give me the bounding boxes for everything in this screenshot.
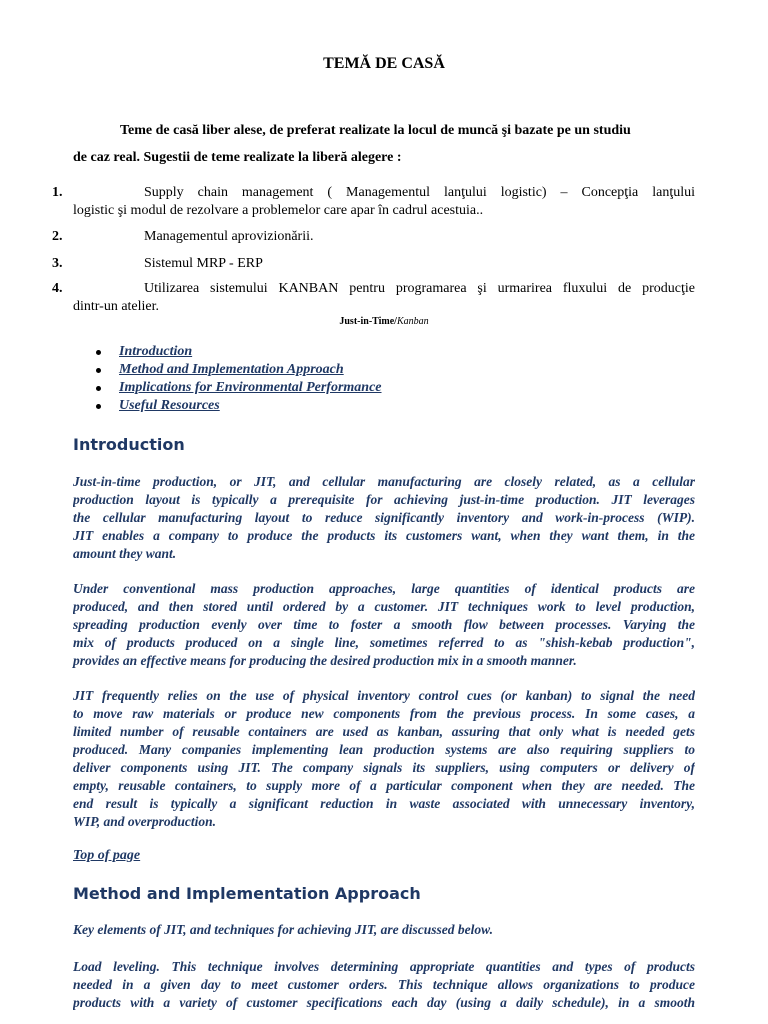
text-line: Load leveling. This technique involves determining appropriate quantities and types of products	[73, 959, 695, 974]
text-line: empty, reusable containers, to supply more of a particular component when they are needed. The	[73, 778, 695, 793]
topic-number: 1.	[52, 185, 63, 200]
text-line: WIP, and overproduction.	[73, 814, 217, 829]
topic-text: Sistemul MRP - ERP	[144, 256, 263, 271]
intro-line-1: Teme de casă liber alese, de preferat realizate la locul de muncă şi bazate pe un studiu	[120, 123, 631, 138]
toc-link-implications[interactable]: Implications for Environmental Performance	[119, 380, 382, 395]
text-line: production layout is typically a prerequisite for achieving just-in-time production. JIT leverages	[73, 492, 695, 507]
jit-title-bold: Just-in-Time/	[339, 316, 397, 327]
text-line: spreading production evenly over time to foster a smooth flow between processes. Varying the	[73, 617, 695, 632]
text-line: to move raw materials or produce new components from the previous process. In some cases, a	[73, 706, 695, 721]
toc-item	[96, 361, 382, 379]
text-line: Under conventional mass production approaches, large quantities of identical products are	[73, 581, 695, 596]
paragraph-4	[73, 921, 695, 939]
text-line: Key elements of JIT, and techniques for achieving JIT, are discussed below.	[73, 922, 493, 937]
method-heading: Method and Implementation Approach	[73, 884, 421, 903]
toc-item	[96, 379, 382, 397]
topic-text: Managementul aprovizionării.	[144, 229, 314, 244]
topic-text-cont: dintr-un atelier.	[73, 299, 160, 314]
bullet-icon	[96, 404, 101, 409]
toc-item	[96, 343, 382, 361]
text-line: needed in a given day to meet customer orders. This technique allows organizations to produce	[73, 977, 695, 992]
paragraph-2	[73, 580, 695, 670]
page-title: TEMĂ DE CASĂ	[323, 55, 445, 72]
text-line: JIT enables a company to produce the products its customers want, when they want them, in the	[73, 528, 695, 543]
text-line: produced. Many companies implementing lean production systems are also requiring suppliers to	[73, 742, 695, 757]
text-line: JIT frequently relies on the use of physical inventory control cues (or kanban) to signal the need	[73, 688, 695, 703]
topic-text: Supply chain management ( Managementul lanţului logistic) – Concepţia lanţului	[144, 185, 695, 200]
toc-link-method[interactable]: Method and Implementation Approach	[119, 362, 344, 377]
top-of-page-link[interactable]: Top of page	[73, 848, 141, 863]
text-line: deliver components using JIT. The company signals its suppliers, using computers or delivery of	[73, 760, 695, 775]
text-line: end result is typically a significant reduction in waste associated with unnecessary inventory,	[73, 796, 695, 811]
toc-link-resources[interactable]: Useful Resources	[119, 398, 220, 413]
text-line: limited number of reusable containers are used as kanban, assuring that only what is needed gets	[73, 724, 695, 739]
text-line: produced, and then stored until ordered by a customer. JIT techniques work to level production,	[73, 599, 695, 614]
topic-number: 2.	[52, 229, 63, 244]
intro-line-2: de caz real. Sugestii de teme realizate la liberă alegere :	[73, 150, 402, 165]
topic-number: 3.	[52, 256, 63, 271]
text-line: Just-in-time production, or JIT, and cellular manufacturing are closely related, as a cellular	[73, 474, 695, 489]
paragraph-5	[73, 958, 695, 1012]
table-of-contents	[96, 343, 382, 415]
text-line: products with a variety of customer specifications each day (using a daily schedule), in a smooth	[73, 995, 695, 1010]
text-line: provides an effective means for producing the desired production mix in a smooth manner.	[73, 653, 577, 668]
text-line: amount they want.	[73, 546, 177, 561]
paragraph-1	[73, 473, 695, 563]
jit-kanban-title	[0, 316, 768, 327]
paragraph-3	[73, 687, 695, 831]
topic-text: Utilizarea sistemului KANBAN pentru programarea şi urmarirea fluxului de producţie	[144, 281, 695, 296]
topic-text-cont: logistic şi modul de rezolvare a problemelor care apar în cadrul acestuia..	[73, 203, 484, 218]
toc-link-introduction[interactable]: Introduction	[119, 344, 193, 359]
bullet-icon	[96, 368, 101, 373]
jit-title-italic: Kanban	[396, 316, 429, 327]
bullet-icon	[96, 350, 101, 355]
topic-number: 4.	[52, 281, 63, 296]
text-line: the cellular manufacturing layout to reduce significantly inventory and work-in-process (WIP).	[73, 510, 695, 525]
text-line: mix of products produced on a single line, sometimes referred to as "shish-kebab production",	[73, 635, 695, 650]
bullet-icon	[96, 386, 101, 391]
introduction-heading: Introduction	[73, 435, 185, 454]
toc-item	[96, 397, 382, 415]
